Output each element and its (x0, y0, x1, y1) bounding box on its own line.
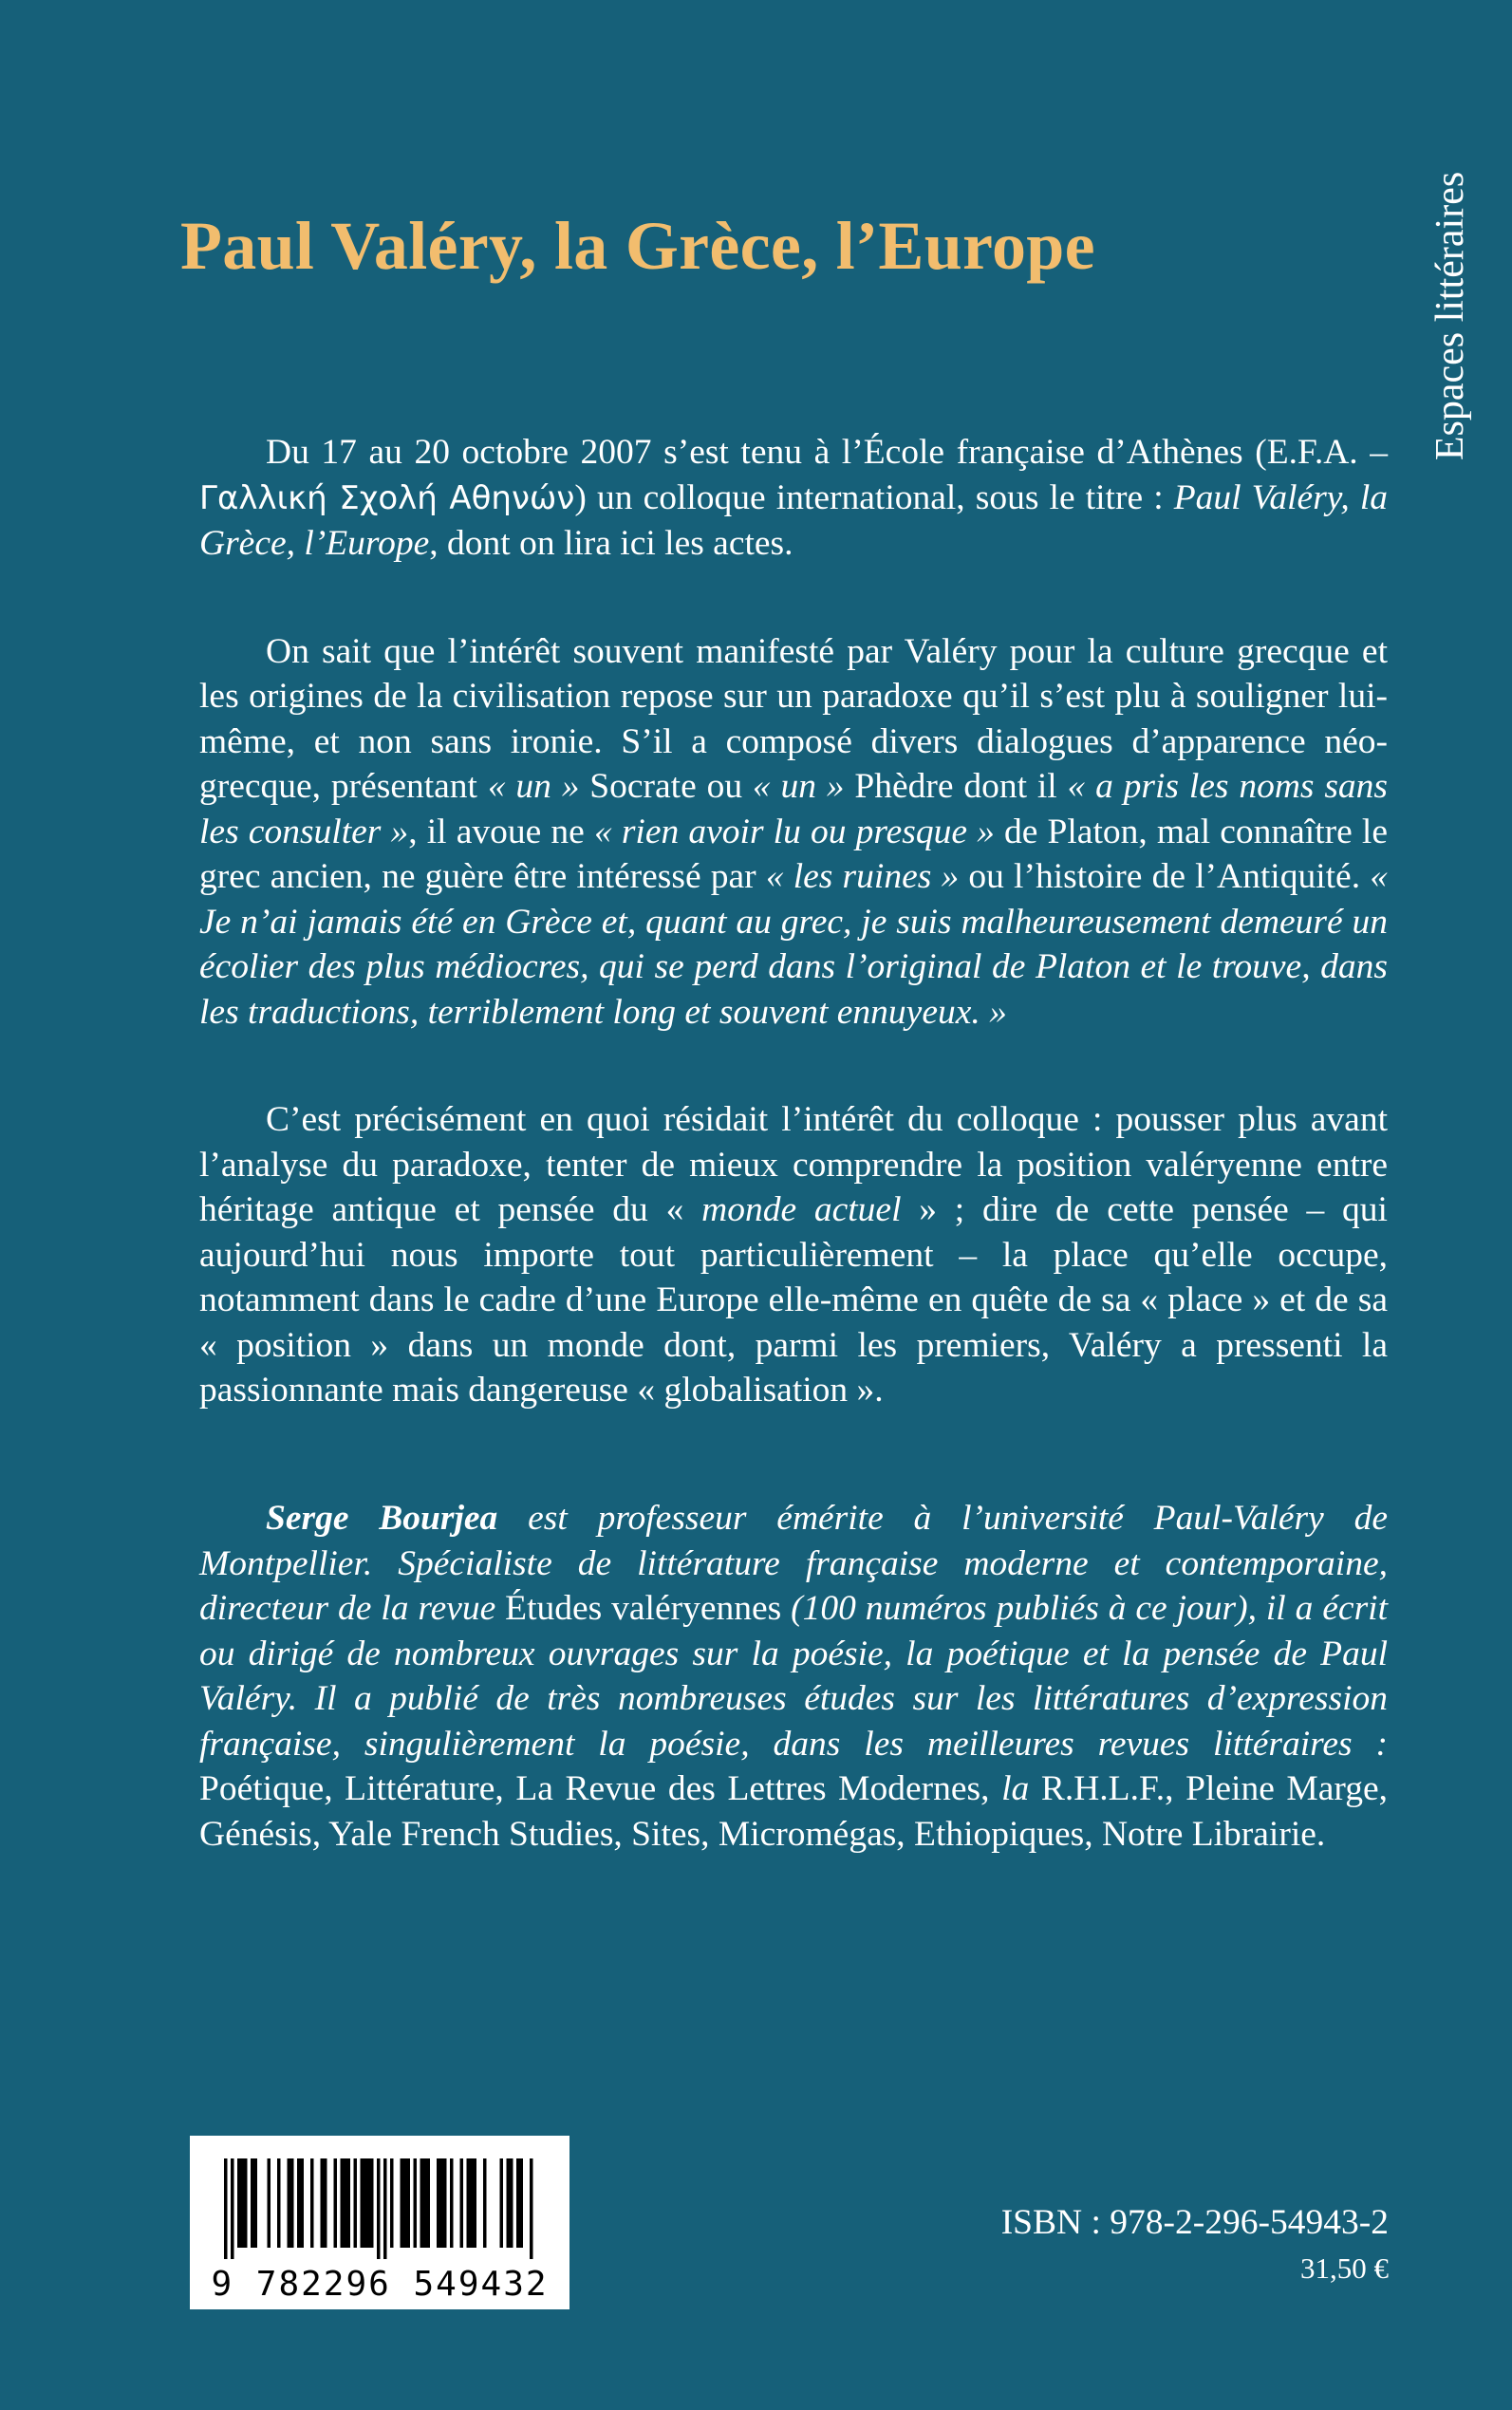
barcode-bar (364, 2158, 367, 2248)
barcode-bar (324, 2158, 327, 2248)
price: 31,50 € (1300, 2251, 1389, 2285)
barcode-bar (467, 2158, 471, 2248)
barcode-bar (237, 2158, 241, 2248)
barcode-bar (224, 2158, 228, 2259)
barcode-bar (414, 2158, 418, 2248)
summary-paragraph-1: Du 17 au 20 octobre 2007 s’est tenu à l’École française d’Athènes (E.F.A. – Γαλλική Σχολή Αθηνών) un colloque international, sous le titre : Paul Valéry, la Grèce, l’Europe, dont on lira ici les actes. (199, 433, 1389, 563)
author-bio (199, 1496, 1388, 1857)
barcode-bar (251, 2158, 254, 2248)
barcode-bar (231, 2158, 234, 2259)
barcode-bar (470, 2158, 474, 2248)
barcode-bar (367, 2158, 371, 2248)
barcode-digits: 9 782296 549432 (211, 2265, 549, 2304)
barcode-bar (241, 2158, 245, 2248)
barcode-bar (377, 2158, 381, 2259)
barcode-bars (224, 2158, 535, 2259)
series-label: Espaces littéraires (1428, 171, 1472, 461)
barcode-bar (460, 2158, 464, 2248)
barcode-bar (450, 2158, 454, 2248)
summary-paragraph-2: On sait que l’intérêt souvent manifesté par Valéry pour la culture grecque et les origines de la civilisation repose sur un paradoxe qu’il s’est plu à souligner lui-même, et non sans ironie. S’il a composé divers dialogues d’apparence néo-grecque, présentant « un » Socrate ou « un » Phèdre dont il « a pris les noms sans les consulter », il avoue ne « rien avoir lu ou presque » de Platon, mal connaître le grec ancien, ne guère être intéressé par « les ruines » ou l’histoire de l’Antiquité. « Je n’ai jamais été en Grèce et, quant au grec, je suis malheureusement demeuré un écolier des plus médiocres, qui se perd dans l’original de Platon et le trouve, dans les traductions, terriblement long et souvent ennuyeux. » (199, 631, 1389, 1032)
barcode-bar (347, 2158, 351, 2248)
barcode-bar (440, 2158, 444, 2248)
barcode-bar (390, 2158, 394, 2248)
barcode-bar (361, 2158, 364, 2248)
barcode-bar (341, 2158, 345, 2248)
summary-paragraph-3: C’est précisément en quoi résidait l’intérêt du colloque : pousser plus avant l’analyse du paradoxe, tenter de mieux comprendre la position valéryenne entre héritage antique et pensée du « monde actuel » ; dire de cette pensée – qui aujourd’hui nous importe tout particulièrement – la place qu’elle occupe, notamment dans le cadre d’une Europe elle-même en quête de sa « place » et de sa « position » dans un monde dont, parmi les premiers, Valéry a pressenti la passionnante mais dangereuse « globalisation ». (199, 1100, 1388, 1410)
barcode-bar (297, 2158, 301, 2248)
greek-school-name: Γαλλική Σχολή Αθηνών (199, 478, 575, 517)
barcode-bar (254, 2158, 258, 2248)
barcode-bar (403, 2158, 407, 2248)
valery-quote: « Je n’ai jamais été en Grèce et, quant au grec, je suis malheureusement demeuré un écolier des plus médiocres, qui se perd dans l’original de Platon et le trouve, dans les traductions, terriblement long et souvent ennuyeux. » (199, 857, 1388, 1032)
barcode-bar (334, 2158, 338, 2248)
barcode-bar (370, 2158, 374, 2248)
barcode-bar (290, 2158, 294, 2248)
barcode-bar (420, 2158, 424, 2248)
barcode-bar (516, 2158, 520, 2248)
barcode-bar (437, 2158, 440, 2248)
isbn: ISBN : 978-2-296-54943-2 (1000, 2203, 1389, 2242)
barcode-bar (268, 2158, 271, 2248)
barcode-bar (301, 2158, 305, 2248)
series-label-container (1422, 140, 1479, 492)
barcode-bar (443, 2158, 447, 2248)
barcode-bar (474, 2158, 477, 2248)
summary-text (199, 430, 1388, 1413)
barcode-bar (520, 2158, 524, 2248)
barcode-bar (407, 2158, 411, 2248)
barcode-bar (500, 2158, 504, 2248)
barcode-bar (354, 2158, 358, 2248)
book-title: Paul Valéry, la Grèce, l’Europe (180, 208, 1095, 284)
barcode-bar (507, 2158, 511, 2248)
barcode-bar (510, 2158, 513, 2248)
barcode-bar (288, 2158, 291, 2248)
barcode-bar (344, 2158, 347, 2248)
barcode-bar (321, 2158, 325, 2248)
barcode-bar (310, 2158, 314, 2248)
barcode-bar (427, 2158, 431, 2248)
barcode-bar (483, 2158, 487, 2248)
barcode-bar (383, 2158, 387, 2259)
author-name: Serge Bourjea (266, 1499, 498, 1538)
barcode-bar (277, 2158, 281, 2248)
barcode-bar (401, 2158, 404, 2248)
barcode-bar (244, 2158, 248, 2248)
barcode-bar (530, 2158, 533, 2259)
barcode (190, 2136, 569, 2309)
barcode-bar (423, 2158, 427, 2248)
author-bio-paragraph: Serge Bourjea est professeur émérite à l’université Paul-Valéry de Montpellier. Spécialiste de littérature française moderne et contemporaine, directeur de la revue Études valéryennes (100 numéros publiés à ce jour), il a écrit ou dirigé de nombreux ouvrages sur la poésie, la poétique et la pensée de Paul Valéry. Il a publié de très nombreuses études sur les littératures d’expression française, singulièrement la poésie, dans les meilleures revues littéraires : Poétique, Littérature, La Revue des Lettres Modernes, la R.H.L.F., Pleine Marge, Génésis, Yale French Studies, Sites, Micromégas, Ethiopiques, Notre Librairie. (199, 1499, 1389, 1854)
